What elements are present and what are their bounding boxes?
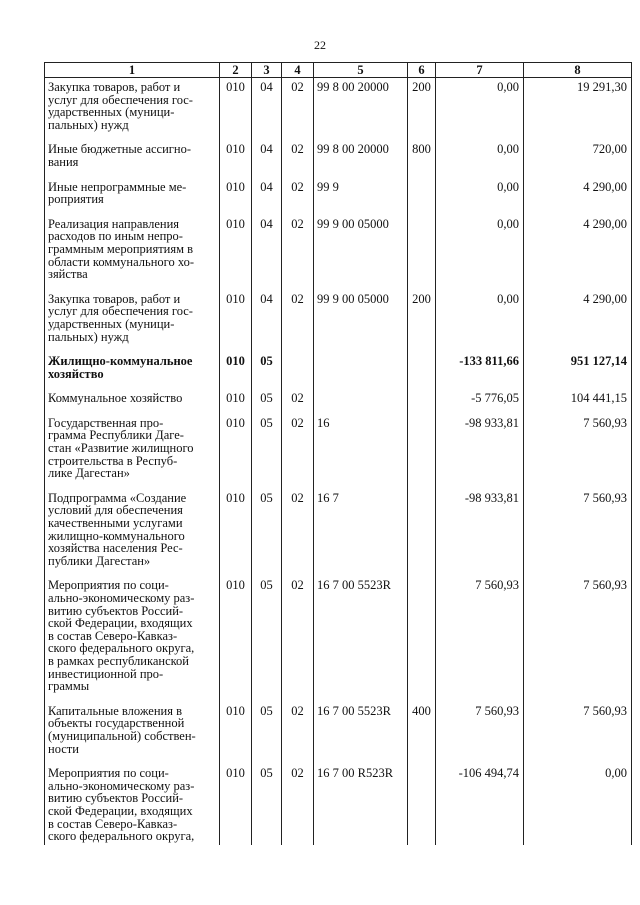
section-code-cell: 010 bbox=[220, 352, 252, 389]
expense-name-line: расходов по иным непро- bbox=[48, 229, 183, 244]
expense-name-line: роприятия bbox=[48, 192, 104, 207]
change-amount-cell: 0,00 bbox=[436, 290, 524, 352]
total-amount-cell: 720,00 bbox=[524, 140, 632, 177]
section-code-cell: 010 bbox=[220, 178, 252, 215]
expense-name-line: граммы bbox=[48, 679, 90, 694]
expense-name-line: пальных) нужд bbox=[48, 117, 129, 132]
expense-name-line: ского федерального округа, bbox=[48, 829, 195, 844]
change-amount-cell: 0,00 bbox=[436, 215, 524, 290]
expense-name-line: ально-экономическому раз- bbox=[48, 778, 195, 793]
expense-type-cell bbox=[408, 489, 436, 577]
expense-name-line: Иные бюджетные ассигно- bbox=[48, 142, 192, 157]
target-article-cell: 99 9 00 05000 bbox=[314, 290, 408, 352]
total-amount-cell: 4 290,00 bbox=[524, 178, 632, 215]
target-article-cell: 16 bbox=[314, 414, 408, 489]
expense-type-cell bbox=[408, 178, 436, 215]
expense-name-cell bbox=[45, 352, 220, 389]
total-amount-cell: 7 560,93 bbox=[524, 702, 632, 764]
expense-name-line: витию субъектов Россий- bbox=[48, 603, 184, 618]
total-amount-cell: 19 291,30 bbox=[524, 78, 632, 141]
budget-table bbox=[44, 62, 632, 845]
expense-name-line: ской Федерации, входящих bbox=[48, 616, 193, 631]
expense-name-line: стан «Развитие жилищного bbox=[48, 441, 194, 456]
expense-name-cell bbox=[45, 178, 220, 215]
expense-name-line: витию субъектов Россий- bbox=[48, 791, 184, 806]
expense-type-cell bbox=[408, 414, 436, 489]
expense-name-line: в состав Северо-Кавказ- bbox=[48, 628, 178, 643]
expense-name-line: ударственных (муници- bbox=[48, 316, 175, 331]
expense-name-line: Капитальные вложения в bbox=[48, 703, 182, 718]
subsection-code-cell: 05 bbox=[252, 414, 282, 489]
subsection-part-cell: 02 bbox=[282, 576, 314, 701]
expense-name-line: условий для обеспечения bbox=[48, 503, 183, 518]
target-article-cell: 16 7 00 R523R bbox=[314, 764, 408, 845]
section-code-cell: 010 bbox=[220, 576, 252, 701]
expense-name-line: объекты государственной bbox=[48, 716, 185, 731]
expense-name-line: зяйства bbox=[48, 267, 88, 282]
expense-name-line: Государственная про- bbox=[48, 415, 164, 430]
expense-name-cell bbox=[45, 764, 220, 845]
expense-name-line: Мероприятия по соци- bbox=[48, 766, 169, 781]
expense-name-cell bbox=[45, 215, 220, 290]
expense-name-line: ально-экономическому раз- bbox=[48, 591, 195, 605]
subsection-part-cell: 02 bbox=[282, 764, 314, 845]
table-row bbox=[45, 702, 632, 764]
expense-name-line: Подпрограмма «Создание bbox=[48, 490, 187, 505]
section-code-cell: 010 bbox=[220, 702, 252, 764]
target-article-cell: 99 8 00 20000 bbox=[314, 140, 408, 177]
total-amount-cell: 7 560,93 bbox=[524, 414, 632, 489]
change-amount-cell: 7 560,93 bbox=[436, 576, 524, 701]
table-row bbox=[45, 290, 632, 352]
change-amount-cell: 7 560,93 bbox=[436, 702, 524, 764]
expense-name-line: жилищно-коммунального bbox=[48, 528, 185, 543]
change-amount-cell: 0,00 bbox=[436, 178, 524, 215]
column-header: 8 bbox=[524, 63, 632, 78]
expense-name-line: грамма Республики Даге- bbox=[48, 428, 184, 443]
table-row bbox=[45, 78, 632, 141]
subsection-part-cell: 02 bbox=[282, 414, 314, 489]
subsection-part-cell: 02 bbox=[282, 489, 314, 577]
expense-name-line: ского федерального округа, bbox=[48, 641, 195, 656]
column-header: 6 bbox=[408, 63, 436, 78]
expense-type-cell bbox=[408, 389, 436, 414]
header-row bbox=[45, 63, 632, 78]
column-header: 5 bbox=[314, 63, 408, 78]
subsection-code-cell: 04 bbox=[252, 178, 282, 215]
subsection-part-cell: 02 bbox=[282, 702, 314, 764]
expense-name-line: хозяйства населения Рес- bbox=[48, 541, 183, 556]
change-amount-cell: 0,00 bbox=[436, 78, 524, 141]
expense-type-cell bbox=[408, 764, 436, 845]
column-header: 4 bbox=[282, 63, 314, 78]
expense-type-cell bbox=[408, 215, 436, 290]
expense-name-line: лике Дагестан» bbox=[48, 466, 130, 481]
column-header: 2 bbox=[220, 63, 252, 78]
expense-name-line: ударственных (муници- bbox=[48, 105, 175, 120]
target-article-cell: 16 7 00 5523R bbox=[314, 702, 408, 764]
column-header: 3 bbox=[252, 63, 282, 78]
page-number: 22 bbox=[314, 38, 326, 52]
section-code-cell: 010 bbox=[220, 140, 252, 177]
subsection-part-cell: 02 bbox=[282, 290, 314, 352]
table-row bbox=[45, 352, 632, 389]
expense-name-line: области коммунального хо- bbox=[48, 254, 195, 269]
expense-name-line: пальных) нужд bbox=[48, 329, 129, 344]
total-amount-cell: 7 560,93 bbox=[524, 576, 632, 701]
column-header: 7 bbox=[436, 63, 524, 78]
change-amount-cell: -98 933,81 bbox=[436, 414, 524, 489]
expense-type-cell bbox=[408, 352, 436, 389]
expense-type-cell bbox=[408, 576, 436, 701]
table-row bbox=[45, 576, 632, 701]
section-code-cell: 010 bbox=[220, 290, 252, 352]
expense-name-cell bbox=[45, 389, 220, 414]
expense-name-line: Коммунальное хозяйство bbox=[48, 391, 183, 406]
section-code-cell: 010 bbox=[220, 215, 252, 290]
expense-name-cell bbox=[45, 140, 220, 177]
expense-name-cell bbox=[45, 290, 220, 352]
table-row bbox=[45, 489, 632, 577]
expense-name-line: хозяйство bbox=[48, 366, 104, 381]
total-amount-cell: 0,00 bbox=[524, 764, 632, 845]
expense-name-line: Мероприятия по соци- bbox=[48, 578, 169, 593]
change-amount-cell: -133 811,66 bbox=[436, 352, 524, 389]
target-article-cell: 16 7 bbox=[314, 489, 408, 577]
target-article-cell: 99 8 00 20000 bbox=[314, 78, 408, 141]
subsection-code-cell: 05 bbox=[252, 702, 282, 764]
table-row bbox=[45, 764, 632, 845]
expense-name-cell bbox=[45, 702, 220, 764]
expense-name-cell bbox=[45, 489, 220, 577]
expense-name-cell bbox=[45, 78, 220, 141]
subsection-code-cell: 04 bbox=[252, 140, 282, 177]
change-amount-cell: -5 776,05 bbox=[436, 389, 524, 414]
expense-name-line: Жилищно-коммунальное bbox=[48, 354, 193, 369]
expense-name-line: вания bbox=[48, 154, 79, 169]
section-code-cell: 010 bbox=[220, 414, 252, 489]
total-amount-cell: 4 290,00 bbox=[524, 290, 632, 352]
total-amount-cell: 4 290,00 bbox=[524, 215, 632, 290]
subsection-code-cell: 04 bbox=[252, 290, 282, 352]
subsection-part-cell: 02 bbox=[282, 78, 314, 141]
column-header: 1 bbox=[45, 63, 220, 78]
expense-name-line: Закупка товаров, работ и bbox=[48, 80, 181, 94]
expense-name-line: публики Дагестан» bbox=[48, 553, 151, 568]
target-article-cell: 99 9 00 05000 bbox=[314, 215, 408, 290]
target-article-cell bbox=[314, 389, 408, 414]
expense-type-cell: 200 bbox=[408, 78, 436, 141]
section-code-cell: 010 bbox=[220, 389, 252, 414]
total-amount-cell: 7 560,93 bbox=[524, 489, 632, 577]
subsection-part-cell: 02 bbox=[282, 389, 314, 414]
table-row bbox=[45, 414, 632, 489]
change-amount-cell: 0,00 bbox=[436, 140, 524, 177]
change-amount-cell: -98 933,81 bbox=[436, 489, 524, 577]
total-amount-cell: 104 441,15 bbox=[524, 389, 632, 414]
expense-name-line: ности bbox=[48, 741, 79, 756]
expense-type-cell: 800 bbox=[408, 140, 436, 177]
expense-name-line: (муниципальной) собствен- bbox=[48, 728, 196, 743]
expense-name-line: инвестиционной про- bbox=[48, 666, 164, 681]
subsection-code-cell: 05 bbox=[252, 764, 282, 845]
subsection-code-cell: 05 bbox=[252, 489, 282, 577]
subsection-code-cell: 05 bbox=[252, 352, 282, 389]
expense-name-cell bbox=[45, 414, 220, 489]
change-amount-cell: -106 494,74 bbox=[436, 764, 524, 845]
table-row bbox=[45, 389, 632, 414]
subsection-code-cell: 04 bbox=[252, 78, 282, 141]
expense-type-cell: 400 bbox=[408, 702, 436, 764]
table-row bbox=[45, 178, 632, 215]
expense-type-cell: 200 bbox=[408, 290, 436, 352]
expense-name-line: в рамках республиканской bbox=[48, 653, 189, 668]
subsection-part-cell bbox=[282, 352, 314, 389]
section-code-cell: 010 bbox=[220, 78, 252, 141]
expense-name-line: Иные непрограммные ме- bbox=[48, 179, 187, 194]
table-row bbox=[45, 215, 632, 290]
expense-name-line: Реализация направления bbox=[48, 216, 180, 231]
expense-name-line: ской Федерации, входящих bbox=[48, 803, 193, 818]
subsection-code-cell: 04 bbox=[252, 215, 282, 290]
expense-name-line: в состав Северо-Кавказ- bbox=[48, 816, 178, 831]
expense-name-cell bbox=[45, 576, 220, 701]
table-row bbox=[45, 140, 632, 177]
expense-name-line: граммным мероприятиям в bbox=[48, 241, 194, 256]
section-code-cell: 010 bbox=[220, 764, 252, 845]
expense-name-line: услуг для обеспечения гос- bbox=[48, 92, 193, 107]
subsection-code-cell: 05 bbox=[252, 389, 282, 414]
expense-name-line: Закупка товаров, работ и bbox=[48, 291, 181, 306]
subsection-part-cell: 02 bbox=[282, 140, 314, 177]
expense-name-line: качественными услугами bbox=[48, 516, 183, 531]
expense-name-line: строительства в Респуб- bbox=[48, 453, 178, 468]
total-amount-cell: 951 127,14 bbox=[524, 352, 632, 389]
target-article-cell bbox=[314, 352, 408, 389]
target-article-cell: 16 7 00 5523R bbox=[314, 576, 408, 701]
section-code-cell: 010 bbox=[220, 489, 252, 577]
target-article-cell: 99 9 bbox=[314, 178, 408, 215]
expense-name-line: услуг для обеспечения гос- bbox=[48, 304, 193, 319]
subsection-part-cell: 02 bbox=[282, 178, 314, 215]
subsection-code-cell: 05 bbox=[252, 576, 282, 701]
subsection-part-cell: 02 bbox=[282, 215, 314, 290]
